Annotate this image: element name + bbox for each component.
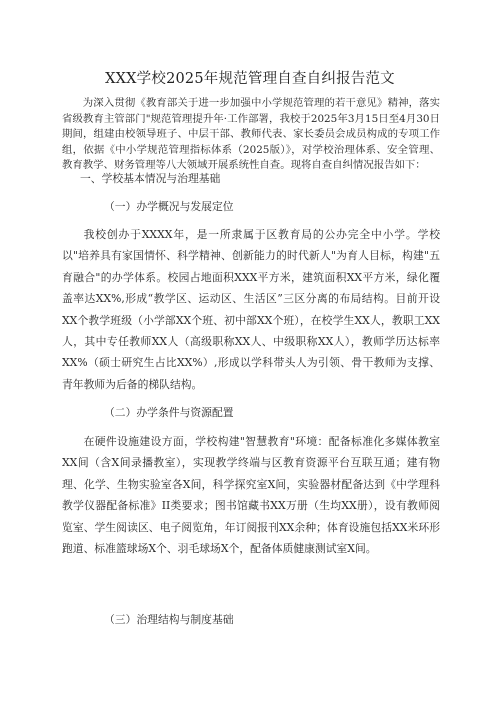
subsection-heading-1: （一）办学概况与发展定位 (104, 200, 234, 213)
subsection-heading-3: （三）治理结构与制度基础 (104, 613, 234, 626)
subsection-paragraph-2: 在硬件设施建设方面，学校构建"智慧教育"环境：配备标准化多媒体教室XX间（含X间录播教室），实现教学终端与区教育资源平台互联互通；建有物理、化学、生物实验室各X间，科学探究室X间，实验器材配备达到《中学理科教学仪器配备标准》II类要求；图书馆藏书XX万册（生均XX册），设有教师阅览室、学生阅读区、电子阅览角，年订阅报刊XX余种；体育设施包括XX米环形跑道、标准篮球场X个、羽毛球场X个，配备体质健康测试室X间。 (62, 435, 440, 556)
subsection-heading-2: （二）办学条件与资源配置 (104, 406, 234, 419)
section-heading-1: 一、学校基本情况与治理基础 (80, 172, 221, 185)
intro-paragraph: 为深入贯彻《教育部关于进一步加强中小学规范管理的若干意见》精神，落实省级教育主管部门"规范管理提升年·工作部署，我校于2025年3月15日至4月30日期间，组建由校领导班子、中层干部、教师代表、家长委员会成员构成的专项工作组，依据《中小学规范管理指标体系（2025版）》，对学校治理体系、安全管理、教育教学、财务管理等八大领域开展系统性自查。现将自查自纠情况报告如下： (62, 97, 441, 172)
subsection-paragraph-1: 我校创办于XXXX年，是一所隶属于区教育局的公办完全中小学。学校以"培养具有家国情怀、科学精神、创新能力的时代新人"为育人目标，构建"五育融合"的办学体系。校园占地面积XXX平方米，建筑面积XX平方米，绿化覆盖率达XX%,形成“教学区、运动区、生活区”三区分离的布局结构。目前开设XX个教学班级（小学部XX个班、初中部XX个班），在校学生XX人，教职工XX人，其中专任教师XX人（高级职称XX人、中级职称XX人），教师学历达标率XX%（硕士研究生占比XX%）,形成以学科带头人为引领、骨干教师为支撑、青年教师为后备的梯队结构。 (62, 228, 440, 391)
document-title: XXX学校2025年规范管理自查自纠报告范文 (105, 71, 395, 87)
